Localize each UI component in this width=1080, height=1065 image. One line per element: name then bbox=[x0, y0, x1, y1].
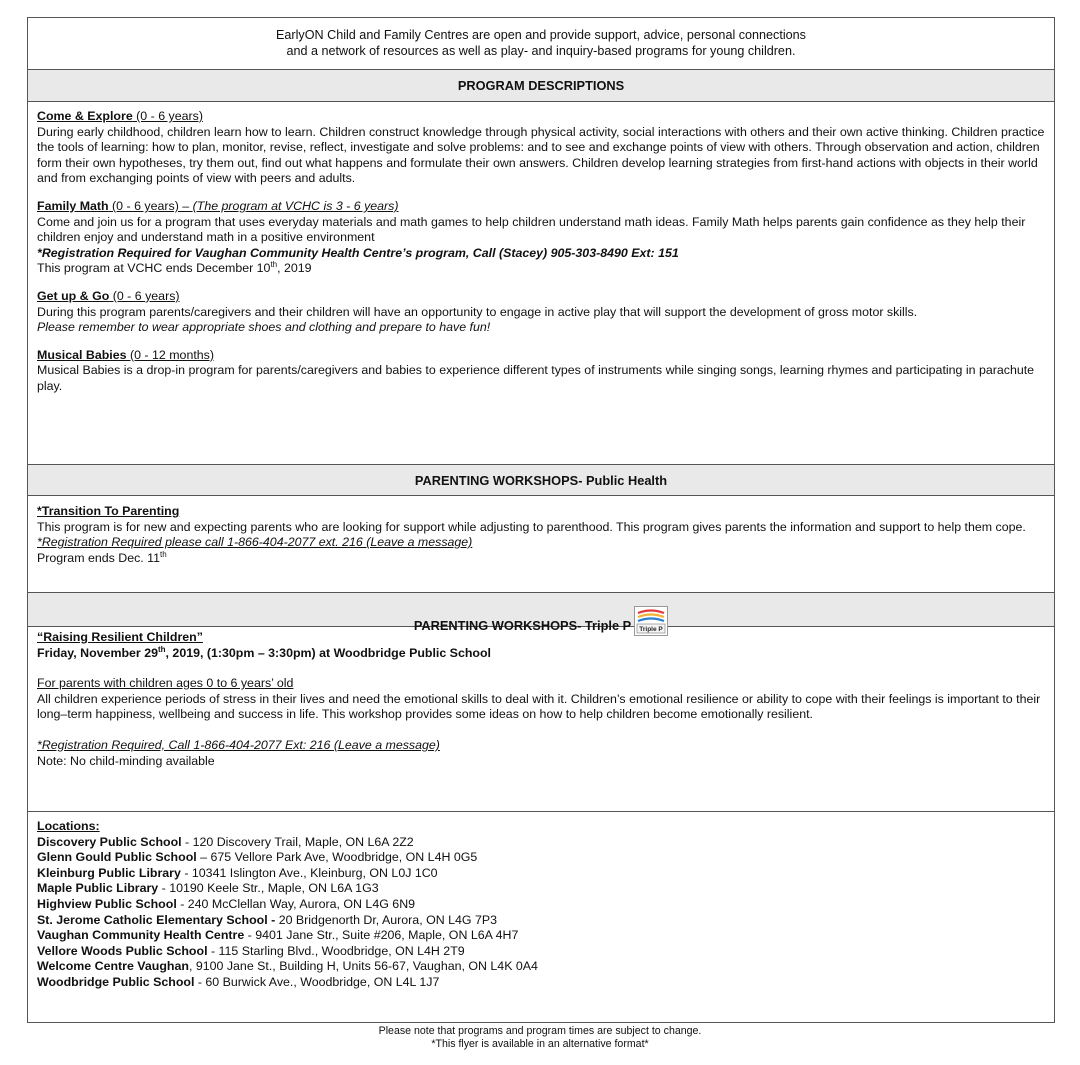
program-get-up-go bbox=[37, 289, 1045, 336]
location-item bbox=[37, 913, 1045, 929]
location-name: St. Jerome Catholic Elementary School - bbox=[37, 912, 276, 927]
program-title: Musical Babies bbox=[37, 347, 127, 362]
triple-p-logo bbox=[634, 606, 668, 636]
workshop-end-date: Program ends Dec. 11th bbox=[37, 549, 167, 565]
location-address: - 60 Burwick Ave., Woodbridge, ON L4L 1J7 bbox=[194, 974, 440, 989]
program-note: Please remember to wear appropriate shoes and clothing and prepare to have fun! bbox=[37, 320, 491, 335]
location-item bbox=[37, 944, 1045, 960]
location-name: Vaughan Community Health Centre bbox=[37, 928, 245, 943]
intro-section bbox=[28, 18, 1054, 70]
program-title: Come & Explore bbox=[37, 109, 133, 123]
location-name: Highview Public School bbox=[37, 896, 177, 911]
program-musical-babies bbox=[37, 348, 1045, 395]
program-descriptions-section bbox=[28, 102, 1054, 465]
location-address: - 10190 Keele Str., Maple, ON L6A 1G3 bbox=[158, 881, 379, 896]
footer-disclaimer: Please note that programs and program times are subject to change. bbox=[378, 1025, 702, 1037]
location-address: , 9100 Jane St., Building H, Units 56-67, Vaughan, ON L4K 0A4 bbox=[188, 959, 538, 974]
triple-p-header-label: PARENTING WORKSHOPS- Triple P bbox=[413, 618, 632, 633]
program-title: Family Math bbox=[37, 198, 109, 213]
location-address: - 9401 Jane Str., Suite #206, Maple, ON L6A 4H7 bbox=[244, 928, 519, 943]
workshop-date: Friday, November 29th, 2019, (1:30pm – 3:30pm) at Woodbridge Public School bbox=[37, 644, 491, 660]
location-name: Discovery Public School bbox=[37, 834, 182, 849]
location-item bbox=[37, 975, 1045, 991]
program-description: During early childhood, children learn how to learn. Children construct knowledge through physical activity, social interactions with others and their own active thinking. Children practice the tools of learning: how to plan, monitor, revise, reflect, investigate and solve problems: and to see and exchange points of view with others. Through observation and action, children form their own hypotheses, try them out, find out what happens and formulate their own answers. Children develop learning strategies from first-hand actions with objects in their world and from exchanging points of view with peers and adults. bbox=[37, 124, 1045, 186]
workshop-registration: *Registration Required, Call 1-866-404-2077 Ext: 216 (Leave a message) bbox=[37, 737, 440, 752]
program-age: (0 - 12 months) bbox=[126, 347, 214, 362]
intro-line-2: and a network of resources as well as play- and inquiry-based programs for young children. bbox=[286, 44, 796, 58]
location-item bbox=[37, 897, 1045, 913]
program-age: (0 - 6 years) – bbox=[108, 198, 193, 213]
program-description: Come and join us for a program that uses everyday materials and math games to help children understand math ideas. Family Math helps parents gain confidence as they help their children enjoy and understand math in a positive environment bbox=[37, 214, 1026, 245]
workshop-description: This program is for new and expecting parents who are looking for support while adjusting to parenthood. This program gives parents the information and support to help them cope. bbox=[37, 519, 1026, 534]
program-end-date: This program at VCHC ends December 10th, 2019 bbox=[37, 260, 312, 276]
program-family-math bbox=[37, 199, 1045, 277]
public-health-header: PARENTING WORKSHOPS- Public Health bbox=[28, 465, 1054, 496]
location-name: Maple Public Library bbox=[37, 881, 159, 896]
location-name: Vellore Woods Public School bbox=[37, 943, 208, 958]
triple-p-section bbox=[28, 627, 1054, 812]
location-address: 20 Bridgenorth Dr, Aurora, ON L4G 7P3 bbox=[275, 912, 498, 927]
location-address: - 240 McClellan Way, Aurora, ON L4G 6N9 bbox=[176, 896, 416, 911]
location-name: Welcome Centre Vaughan bbox=[37, 959, 189, 974]
program-registration: *Registration Required for Vaughan Community Health Centre’s program, Call (Stacey) 905-303-8490 Ext: 151 bbox=[37, 245, 679, 260]
triple-p-logo-text: Triple P bbox=[639, 626, 663, 633]
program-age: (0 - 6 years) bbox=[109, 288, 180, 303]
locations-section bbox=[28, 812, 1054, 991]
location-item bbox=[37, 850, 1045, 866]
program-description: During this program parents/caregivers and their children will have an opportunity to engage in active play that will support the development of gross motor skills. bbox=[37, 304, 918, 319]
location-item bbox=[37, 928, 1045, 944]
workshop-registration: *Registration Required please call 1-866-404-2077 ext. 216 (Leave a message) bbox=[37, 535, 473, 550]
location-name: Kleinburg Public Library bbox=[37, 865, 181, 880]
program-come-explore bbox=[37, 109, 1045, 187]
flyer-frame bbox=[27, 17, 1055, 1023]
workshop-description: All children experience periods of stress in their lives and need the emotional skills to deal with it. Children’s emotional resilience or ability to cope with their feelings is important to their long–term happiness, wellbeing and success in life. This workshop provides some ideas on how to help children become emotionally resilient. bbox=[37, 691, 1041, 722]
program-vchc-note: (The program at VCHC is 3 - 6 years) bbox=[192, 198, 399, 213]
intro-line-1: EarlyON Child and Family Centres are open and provide support, advice, personal connections bbox=[276, 28, 806, 42]
location-name: Woodbridge Public School bbox=[37, 974, 195, 989]
footer bbox=[0, 1025, 1080, 1051]
location-item bbox=[37, 881, 1045, 897]
program-title: Get up & Go bbox=[37, 288, 110, 303]
public-health-section bbox=[28, 496, 1054, 593]
locations-list bbox=[37, 835, 1045, 991]
program-description: Musical Babies is a drop-in program for parents/caregivers and babies to experience different types of instruments while singing songs, learning rhymes and participating in parachute play. bbox=[37, 363, 1035, 393]
location-address: - 115 Starling Blvd., Woodbridge, ON L4H 2T9 bbox=[207, 943, 465, 958]
location-address: – 675 Vellore Park Ave, Woodbridge, ON L4H 0G5 bbox=[196, 850, 478, 865]
workshop-note: Note: No child-minding available bbox=[37, 753, 215, 768]
location-address: - 10341 Islington Ave., Kleinburg, ON L0J 1C0 bbox=[180, 865, 438, 880]
program-age: (0 - 6 years) bbox=[132, 109, 203, 123]
workshop-audience: For parents with children ages 0 to 6 years’ old bbox=[37, 676, 294, 691]
triple-p-header bbox=[28, 593, 1054, 633]
locations-title: Locations: bbox=[37, 819, 100, 833]
location-name: Glenn Gould Public School bbox=[37, 850, 197, 865]
footer-alt-format: *This flyer is available in an alternative format* bbox=[431, 1038, 649, 1050]
workshop-title: *Transition To Parenting bbox=[37, 504, 180, 518]
workshop-title: “Raising Resilient Children” bbox=[37, 630, 203, 644]
location-item bbox=[37, 959, 1045, 975]
location-address: - 120 Discovery Trail, Maple, ON L6A 2Z2 bbox=[181, 834, 414, 849]
location-item bbox=[37, 866, 1045, 882]
program-descriptions-header: PROGRAM DESCRIPTIONS bbox=[28, 70, 1054, 102]
location-item bbox=[37, 835, 1045, 851]
